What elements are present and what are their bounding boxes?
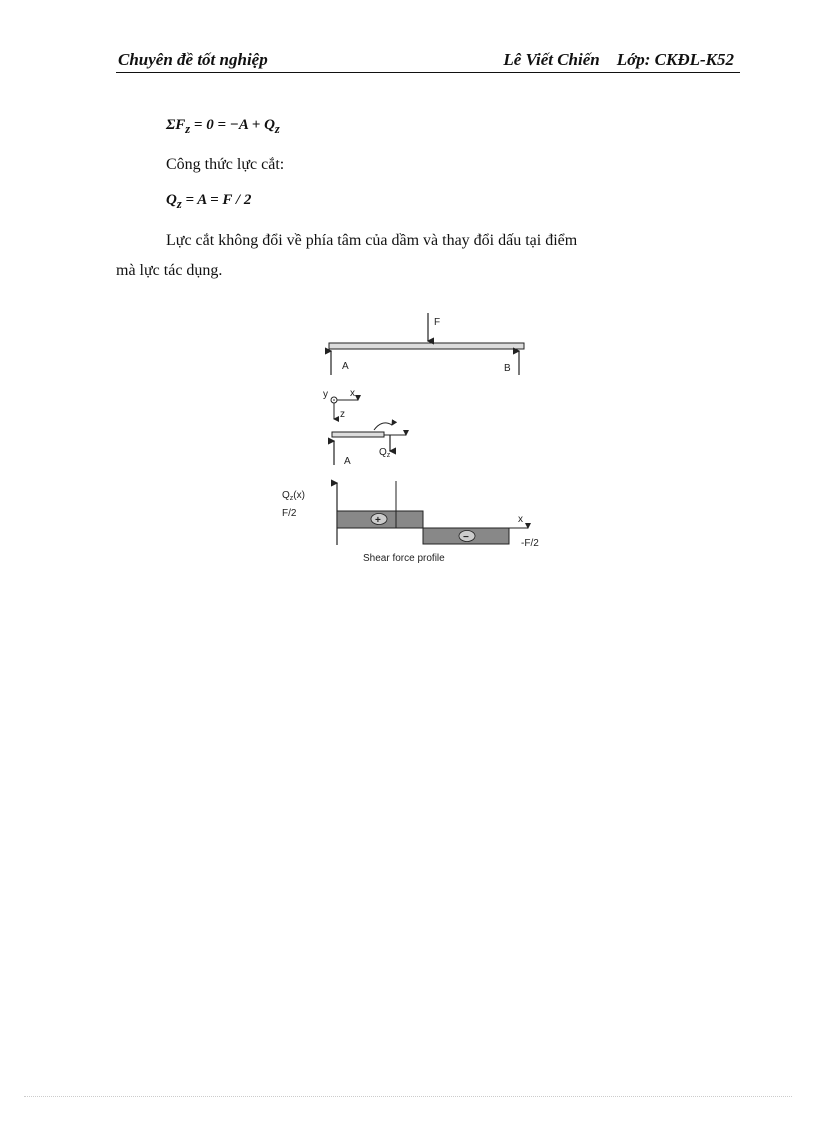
page-header [116, 48, 740, 73]
positive-value-label: F/2 [282, 508, 297, 519]
plot-y-q: Q [282, 490, 290, 501]
paragraph-line-2: mà lực tác dụng. [116, 262, 223, 279]
negative-value-label: -F/2 [521, 538, 539, 549]
force-label: F [434, 317, 441, 328]
support-b-label: B [504, 363, 511, 374]
header-title: Chuyên đề tốt nghiệp [118, 50, 268, 69]
eq2-rest: = A = F / 2 [181, 192, 252, 208]
shear-q: Q [379, 447, 387, 458]
paragraph-line-1: Lực cắt không đổi về phía tâm của dầm và thay đổi dấu tại điểm [166, 232, 578, 249]
eq1-rest: = 0 = −A + Q [190, 117, 275, 133]
header-author-class: Lê Viết Chiến Lớp: CKĐL-K52 [503, 50, 734, 69]
axis-y-label: y [323, 389, 328, 400]
support-a-label: A [342, 361, 349, 372]
section-beam [332, 432, 384, 437]
shear-q-sub: z [386, 452, 391, 459]
plot-y-label [282, 490, 305, 502]
plot-y-rest: (x) [293, 490, 305, 501]
equation-shear-force [166, 192, 251, 212]
formula-label: Công thức lực cắt: [166, 156, 285, 173]
eq1-main: ΣF [166, 117, 186, 133]
eq2-sub: z [176, 197, 182, 211]
plot-y-sub: z [289, 495, 294, 502]
section-support-label: A [344, 456, 351, 467]
plus-sign: + [375, 515, 381, 526]
moment-arrow [374, 423, 392, 430]
footer-divider [24, 1096, 792, 1097]
equation-sum-forces [166, 117, 280, 137]
shear-force-figure [260, 305, 580, 575]
beam [329, 343, 524, 349]
eq2-main: Q [166, 192, 177, 208]
shear-label [379, 447, 391, 459]
plot-x-label: x [518, 514, 523, 525]
axis-origin-dot [333, 399, 335, 401]
minus-sign: − [463, 532, 469, 543]
axis-z-label: z [340, 409, 345, 420]
eq1-sub2: z [274, 122, 280, 136]
eq1-sub: z [185, 122, 191, 136]
axis-x-label: x [350, 388, 355, 399]
figure-caption: Shear force profile [363, 553, 445, 564]
